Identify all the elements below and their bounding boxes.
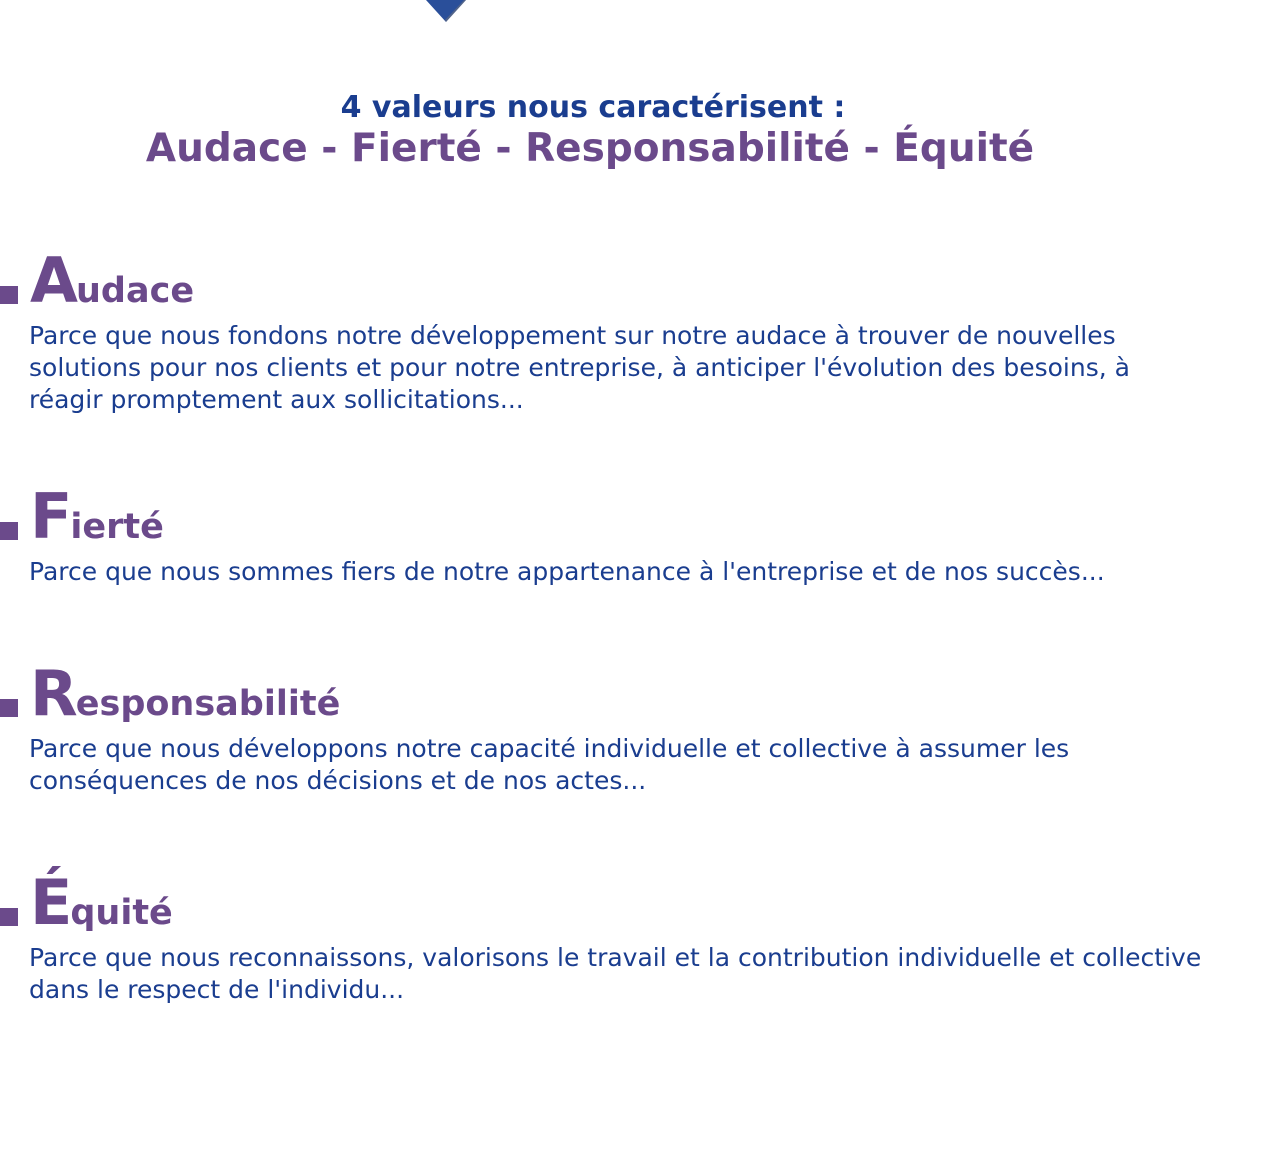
down-arrow-icon [426,0,466,22]
value-responsabilite [0,657,1240,797]
bullet-square-icon [0,699,18,717]
value-heading [0,244,1240,317]
value-description: Parce que nous sommes fiers de notre appartenance à l'entreprise et de nos succès... [29,557,1105,586]
value-heading [0,480,1240,553]
value-initial: A [30,244,78,317]
value-fierte [0,480,1240,588]
value-audace [0,244,1240,416]
value-description: Parce que nous fondons notre développement sur notre audace à trouver de nouvelles solutions pour nos clients et pour notre entreprise, à anticiper l'évolution des besoins, à réagir promptement aux sollicitations... [29,321,1130,414]
value-heading [0,866,1240,939]
value-initial: R [30,657,78,730]
value-heading [0,657,1240,730]
value-name-rest: esponsabilité [75,684,341,724]
value-heading-text [30,866,173,939]
values-title: Audace - Fierté - Responsabilité - Équité [145,126,1035,171]
value-description: Parce que nous reconnaissons, valorisons le travail et la contribution individuelle et collective dans le respect de l'individu... [29,943,1202,1004]
value-heading-text [30,657,341,730]
value-heading-text [30,480,164,553]
values-subtitle: 4 valeurs nous caractérisent : [340,90,846,125]
value-initial: F [30,480,73,553]
value-name-rest: quité [70,893,173,933]
bullet-square-icon [0,908,18,926]
value-name-rest: udace [75,271,195,311]
value-name-rest: ierté [70,507,164,547]
value-equite [0,866,1240,1006]
bullet-square-icon [0,522,18,540]
values-header [0,88,1180,172]
value-heading-text [30,244,195,317]
value-initial: É [30,866,73,939]
bullet-square-icon [0,286,18,304]
value-description: Parce que nous développons notre capacité individuelle et collective à assumer les conséquences de nos décisions et de nos actes... [29,734,1070,795]
